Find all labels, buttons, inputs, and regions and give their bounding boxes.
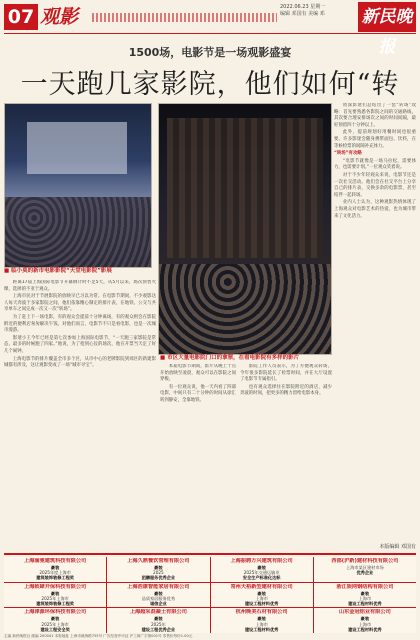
paragraph: 影院工作人员表示，为了方便观众转场，今年很多影院延长了检票时间，并在大厅设置了电影节专属指引。: [240, 364, 332, 383]
ad-company: 上海久鼎餐饮管理有限公司: [127, 558, 190, 564]
ad-cell: [107, 608, 209, 633]
ad-line: 2025年度上海市: [39, 570, 71, 576]
body-column-b: [160, 364, 236, 550]
ad-line: 建筑装饰装修工程奖: [36, 601, 74, 607]
ad-line: 建筑装饰装修工程奖: [36, 575, 74, 581]
header-rule: [4, 33, 416, 34]
ad-cell: [211, 557, 313, 582]
article-headline: 一天跑几家影院，他们如何“转: [20, 69, 400, 100]
paragraph: 上海电影节的排片覆盖全市多个区，从市中心的老牌影院到郊区的新建影城都有涉及，这让观影变成了一场“城市寻宝”。: [4, 356, 156, 369]
paragraph: 为了赶上下一场电影，有的观众会提前十分钟离场，有的观众则会在影院附近的便利店匆匆解决午饭。对他们而言，电影节不只是看电影，也是一次城市漫游。: [4, 314, 156, 334]
paragraph: 本届电影节期间，影片从晚上十点开始放映至凌晨，观众可以在影院之间穿梭。: [160, 364, 236, 383]
poster-wall: [167, 118, 323, 258]
editor-credit: 本版编辑 邓国有: [379, 544, 416, 550]
ad-line: 2025年: [150, 621, 166, 627]
ad-line: 优秀企业: [356, 570, 374, 576]
ad-line: 团膳服务优秀企业: [141, 575, 176, 581]
ads-rule: [4, 553, 416, 555]
ad-tag: 豪装: [50, 616, 60, 622]
section-name: 观影: [40, 6, 79, 28]
ad-cell: [107, 557, 209, 582]
ad-line: 安全生产标准化达标: [242, 575, 281, 581]
ad-tag: 豪装: [154, 616, 163, 622]
ad-tag: 豪装: [257, 616, 266, 622]
ad-cell: [211, 608, 313, 633]
paragraph: 业内人士认为，这种观影热情体现了上海观众对电影艺术的热爱，也为城市带来了文化活力。: [334, 200, 416, 219]
ad-cell: [314, 583, 416, 608]
ad-line: 建设工程材料优秀: [348, 626, 382, 632]
ad-line: 上海市: [255, 595, 268, 601]
ad-line: 建设工程优秀企业: [141, 626, 176, 632]
ad-tag: 豪装: [360, 590, 370, 596]
ad-company: 上海超采混凝土有限公司: [129, 609, 187, 616]
ad-line: 2025: [153, 570, 164, 576]
ad-line: 建设工程材料优秀: [244, 626, 279, 632]
paragraph: 影迷小王今年已经是第七次参加上海国际电影节，“一天跑三家影院是常态，最多的时候跑了四家。”他说，为了抢到心仪的场次，他在开票当天定了好几个闹钟。: [4, 335, 156, 354]
ad-tag: 豪装: [257, 565, 266, 570]
ad-tag: 豪装: [257, 590, 266, 596]
cinema-photo-left: [4, 103, 152, 268]
article-subtitle: 1500场，电影节是一场观影盛宴: [128, 46, 292, 59]
photo-caption-center: ■ 市区大量电影院门口的拿票，在看电影院有多样的影片: [160, 355, 300, 361]
ad-line: 上海市某区建材市场: [346, 565, 384, 570]
issue-date: 2022.06.23 星期一: [280, 4, 326, 10]
ad-company: 上海振聘万兴建筑有限公司: [230, 558, 293, 564]
ad-company: 西部(沪新)建材科技有限公司: [331, 558, 399, 564]
ad-cell: [314, 608, 416, 633]
paragraph: 上海市民对于节展影院的放映早已习以为常。在电影节期间，不少观影达人每天奔波于多家影院之间，他们依靠精心制定的排片表，在地铁、公交与共享单车之间完成一次又一次“转场”。: [4, 294, 156, 313]
paragraph: 也有观众选择住在影院附近的酒店，减少奔波的时间，把更多的精力留给电影本身。: [240, 384, 332, 397]
issue-editor: 编辑 邓国有 美编 邓: [280, 11, 325, 17]
ad-company: 浙江娱网钢结构有限公司: [336, 583, 394, 590]
ad-cell: [4, 557, 106, 582]
moviegoers: [159, 264, 331, 354]
ad-line: 上海市: [255, 621, 268, 627]
cinema-photo-center: [158, 103, 332, 355]
issue-info: [280, 4, 325, 18]
ad-company: 上海渝驰建筑科技有限公司: [23, 558, 87, 564]
body-column-d: [334, 103, 416, 541]
ad-line: 建设工程安全奖: [40, 626, 70, 632]
ad-line: 诚信企业: [149, 601, 167, 607]
header-stripes: [92, 13, 277, 22]
paragraph: 对于不少年轻观众来说，电影节还是一次社交活动。他们会在社交平台上分享自己的排片表，交换多余的电影票，甚至结伴一起转场。: [334, 172, 416, 198]
paragraph: “电影节就像是一场马拉松，需要体力，也需要计划。”一位观众笑着说。: [334, 158, 416, 171]
ad-cell: [211, 583, 313, 608]
ad-company: 上海浩康智能家居有限公司: [127, 583, 190, 590]
ad-company: 山东金冠铝业有限公司: [338, 609, 391, 616]
paragraph: 距离17届上海国际电影节开幕倒计时不足5天，从5月以来，场次预售火爆，选择的不亚于观众。: [4, 280, 156, 292]
cinema-screen: [27, 122, 127, 174]
ad-line: 建设工程材料优秀: [244, 601, 279, 607]
ad-company: 常州天裕新型建材有限公司: [230, 583, 293, 590]
ad-cell: [107, 583, 209, 608]
body-column-a: [4, 280, 156, 552]
body-column-c: [240, 364, 332, 550]
photo-caption-left: ■ 临小莫的新市电影影院“天堂电影院”影展: [4, 268, 112, 274]
ad-line: 建设工程材料优秀: [348, 601, 382, 607]
ad-line: 上海市: [358, 621, 372, 627]
ad-grid: [4, 557, 416, 633]
ad-cell: [4, 608, 106, 633]
ad-tag: 豪装: [360, 616, 370, 622]
ad-company: 上海致肆开保科技有限公司: [23, 583, 87, 590]
ad-tag: 豪装: [154, 590, 163, 596]
ad-tag: 豪装: [154, 565, 163, 570]
paragraph: 有一位观众说，他一天内看了四部电影，中间只有二十分钟的时间从徐汇转到静安，全靠地铁。: [160, 384, 236, 403]
paragraph: 资深影迷们总结出了一套“转场”攻略：首先要熟悉各影院之间的交通路线，其次要合理安排场次之间的时间间隔，最好预留四十分钟以上。: [334, 103, 416, 128]
ad-cell: [314, 557, 416, 582]
ad-tag: 豪装: [50, 590, 60, 596]
ad-line: 2025年上海市: [41, 621, 69, 627]
ad-tag: 豪装: [50, 565, 60, 570]
ad-company: 杭州晚美石材有限公司: [235, 609, 288, 616]
section-subheading: “转场”有攻略: [334, 151, 362, 157]
page-footer: 主编 新民晚报社 邮编 200041 本报地址 上海市威海路755号 广告经营许可证 沪工商广字第001号 零售价每份1.00元: [4, 634, 193, 638]
newspaper-logo: 新民晚报: [358, 2, 416, 32]
ad-line: 2025年交通运输业: [243, 570, 280, 576]
ad-line: 上海市: [358, 595, 372, 601]
paragraph: 此外，提前规划好用餐时间也很重要。许多影迷会随身携带面包、饮料，在等候检票的间隙补充体力。: [334, 130, 416, 149]
ad-line: 品质家居服务优秀: [141, 595, 176, 601]
section-number: 07: [4, 4, 38, 30]
ad-company: 上海津源环保科技有限公司: [23, 609, 87, 616]
ad-cell: [4, 583, 106, 608]
ad-line: 2025年上海市: [41, 595, 69, 601]
audience-crowd: [5, 197, 151, 267]
